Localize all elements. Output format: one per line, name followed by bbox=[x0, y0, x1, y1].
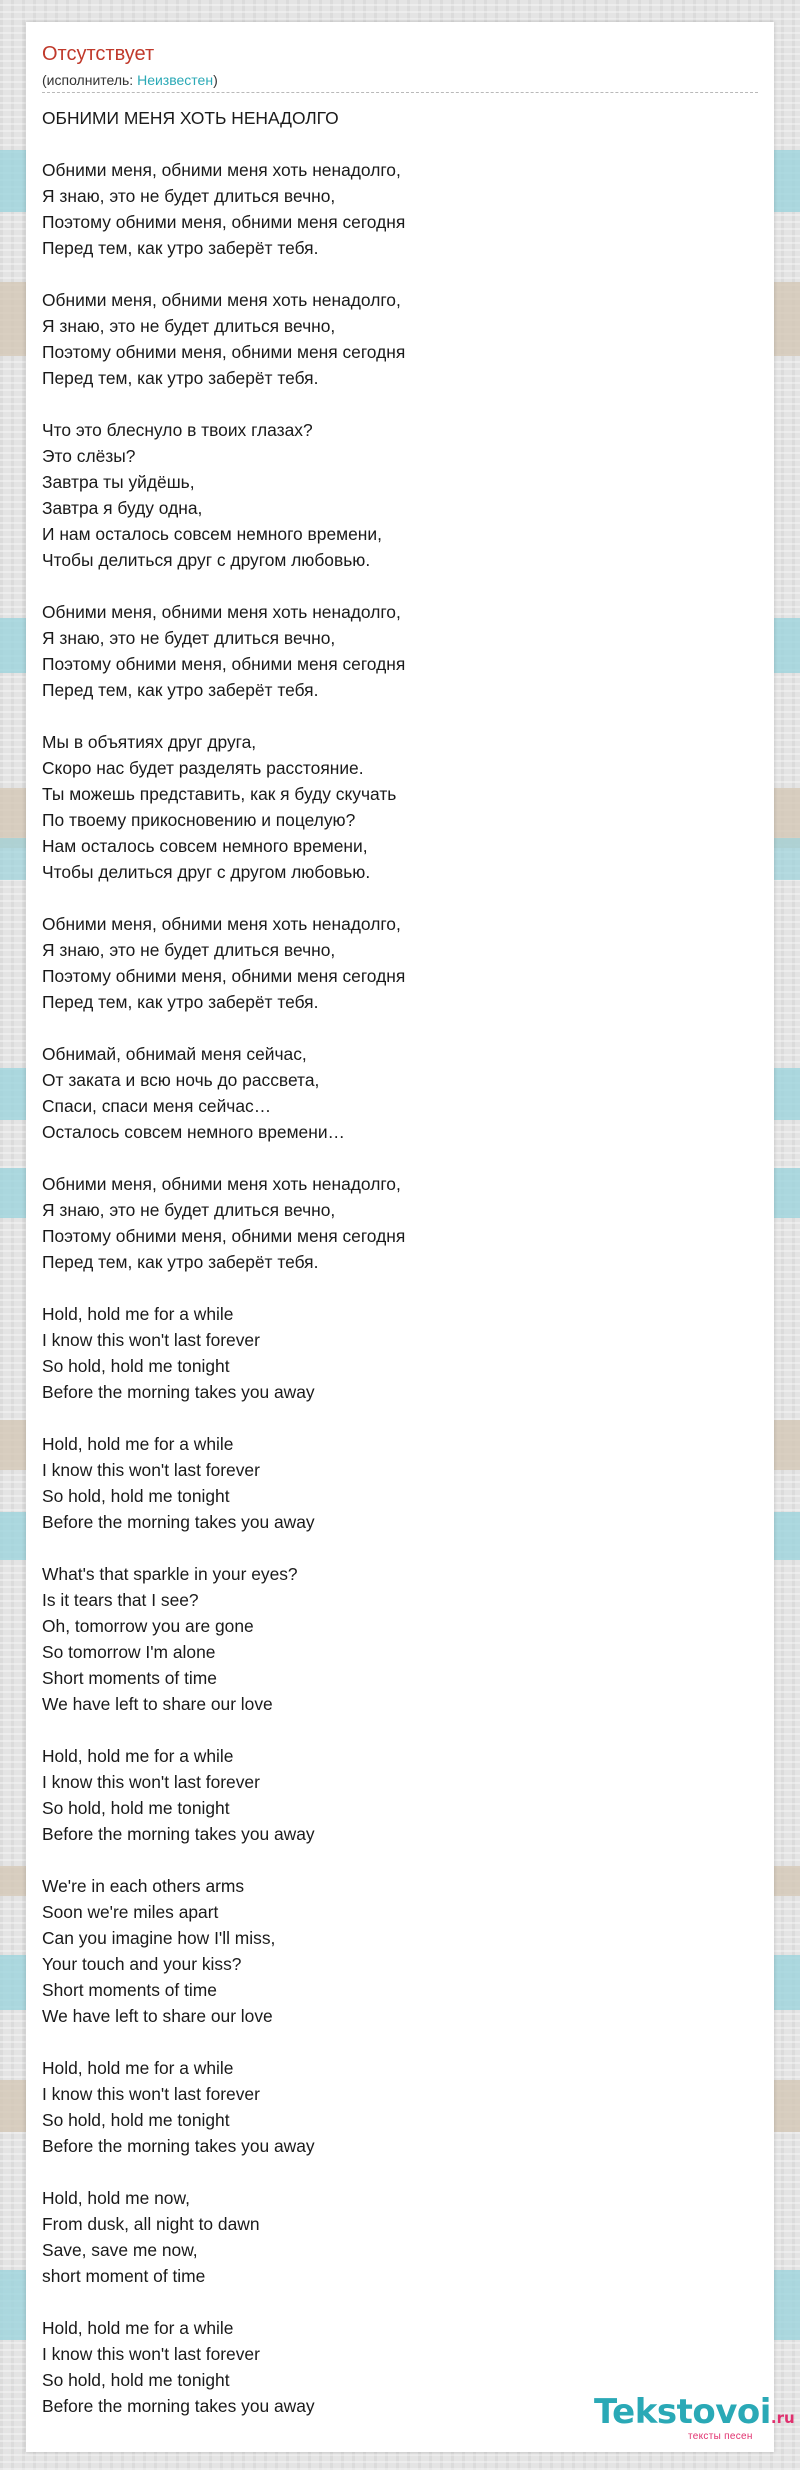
lyric-line: Soon we're miles apart bbox=[42, 1902, 219, 1922]
lyric-line: Before the morning takes you away bbox=[42, 1824, 315, 1844]
lyrics-text bbox=[42, 105, 758, 2419]
lyric-line: Обними меня, обними меня хоть ненадолго, bbox=[42, 290, 401, 310]
lyric-line: I know this won't last forever bbox=[42, 2344, 260, 2364]
logo-name: Tekstovoi bbox=[594, 2392, 771, 2432]
lyric-line: Обними меня, обними меня хоть ненадолго, bbox=[42, 914, 401, 934]
lyric-line: От заката и всю ночь до рассвета, bbox=[42, 1070, 320, 1090]
lyric-line: Что это блеснуло в твоих глазах? bbox=[42, 420, 313, 440]
lyric-line: Нам осталось совсем немного времени, bbox=[42, 836, 368, 856]
lyric-line: Спаси, спаси меня сейчас… bbox=[42, 1096, 272, 1116]
lyric-line: И нам осталось совсем немного времени, bbox=[42, 524, 382, 544]
lyric-line: Перед тем, как утро заберёт тебя. bbox=[42, 368, 319, 388]
lyric-line: short moment of time bbox=[42, 2266, 206, 2286]
lyric-line: So hold, hold me tonight bbox=[42, 1356, 230, 1376]
stanza bbox=[42, 2185, 758, 2289]
stanza bbox=[42, 157, 758, 261]
stanza bbox=[42, 729, 758, 885]
stanza bbox=[42, 1041, 758, 1145]
lyric-line: Перед тем, как утро заберёт тебя. bbox=[42, 238, 319, 258]
lyric-line: Save, save me now, bbox=[42, 2240, 198, 2260]
artist-link[interactable]: Неизвестен bbox=[137, 72, 214, 88]
stanza bbox=[42, 911, 758, 1015]
stanza bbox=[42, 1873, 758, 2029]
song-title: Отсутствует bbox=[42, 43, 155, 65]
lyric-line: Поэтому обними меня, обними меня сегодня bbox=[42, 212, 406, 232]
artist-prefix: (исполнитель: bbox=[42, 72, 138, 88]
logo-wordmark bbox=[594, 2394, 799, 2436]
tekstovoi-logo[interactable] bbox=[594, 2394, 799, 2444]
lyrics-page bbox=[26, 22, 795, 2452]
lyric-line: So hold, hold me tonight bbox=[42, 2110, 230, 2130]
lyric-line: We're in each others arms bbox=[42, 1876, 245, 1896]
lyric-line: Перед тем, как утро заберёт тебя. bbox=[42, 992, 319, 1012]
lyric-line: Поэтому обними меня, обними меня сегодня bbox=[42, 654, 406, 674]
lyric-line: Скоро нас будет разделять расстояние. bbox=[42, 758, 364, 778]
lyric-line: Чтобы делиться друг с другом любовью. bbox=[42, 550, 371, 570]
lyric-line: Перед тем, как утро заберёт тебя. bbox=[42, 680, 319, 700]
logo-suffix: .ru bbox=[770, 2409, 795, 2427]
lyric-line: Обними меня, обними меня хоть ненадолго, bbox=[42, 160, 401, 180]
lyric-line: What's that sparkle in your eyes? bbox=[42, 1564, 298, 1584]
lyric-line: So tomorrow I'm alone bbox=[42, 1642, 216, 1662]
lyric-line: I know this won't last forever bbox=[42, 1772, 260, 1792]
lyric-line: Hold, hold me for a while bbox=[42, 1746, 234, 1766]
lyric-line: Это слёзы? bbox=[42, 446, 136, 466]
lyric-line: Hold, hold me for a while bbox=[42, 2318, 234, 2338]
lyric-line: We have left to share our love bbox=[42, 1694, 273, 1714]
lyric-line: I know this won't last forever bbox=[42, 2084, 260, 2104]
lyric-line: Я знаю, это не будет длиться вечно, bbox=[42, 316, 336, 336]
lyric-line: Is it tears that I see? bbox=[42, 1590, 199, 1610]
lyric-line: Oh, tomorrow you are gone bbox=[42, 1616, 254, 1636]
lyric-line: From dusk, all night to dawn bbox=[42, 2214, 260, 2234]
lyrics-heading: ОБНИМИ МЕНЯ ХОТЬ НЕНАДОЛГО bbox=[42, 108, 339, 128]
stanza bbox=[42, 1743, 758, 1847]
lyric-line: Before the morning takes you away bbox=[42, 1512, 315, 1532]
lyric-line: Ты можешь представить, как я буду скучать bbox=[42, 784, 397, 804]
stanza bbox=[42, 2055, 758, 2159]
lyric-line: Before the morning takes you away bbox=[42, 1382, 315, 1402]
stanza bbox=[42, 1171, 758, 1275]
stanza bbox=[42, 1301, 758, 1405]
stanza bbox=[42, 287, 758, 391]
lyric-line: So hold, hold me tonight bbox=[42, 2370, 230, 2390]
lyric-line: Hold, hold me for a while bbox=[42, 1434, 234, 1454]
lyric-line: Before the morning takes you away bbox=[42, 2136, 315, 2156]
lyric-line: Завтра я буду одна, bbox=[42, 498, 203, 518]
lyric-line: Я знаю, это не будет длиться вечно, bbox=[42, 1200, 336, 1220]
lyric-line: Чтобы делиться друг с другом любовью. bbox=[42, 862, 371, 882]
lyric-line: По твоему прикосновению и поцелую? bbox=[42, 810, 356, 830]
lyric-line: Обнимай, обнимай меня сейчас, bbox=[42, 1044, 307, 1064]
lyric-line: Поэтому обними меня, обними меня сегодня bbox=[42, 342, 406, 362]
lyric-line: Short moments of time bbox=[42, 1980, 217, 2000]
stanza bbox=[42, 1561, 758, 1717]
lyric-line: Я знаю, это не будет длиться вечно, bbox=[42, 940, 336, 960]
lyric-line: Hold, hold me for a while bbox=[42, 2058, 234, 2078]
logo-tagline: тексты песен bbox=[688, 2431, 753, 2442]
lyric-line: Поэтому обними меня, обними меня сегодня bbox=[42, 1226, 406, 1246]
lyric-line: I know this won't last forever bbox=[42, 1460, 260, 1480]
lyric-line: Обними меня, обними меня хоть ненадолго, bbox=[42, 1174, 401, 1194]
lyric-line: Before the morning takes you away bbox=[42, 2396, 315, 2416]
artist-line bbox=[42, 71, 218, 89]
lyric-line: Обними меня, обними меня хоть ненадолго, bbox=[42, 602, 401, 622]
stanza bbox=[42, 1431, 758, 1535]
lyric-line: Мы в объятиях друг друга, bbox=[42, 732, 257, 752]
lyric-line: So hold, hold me tonight bbox=[42, 1486, 230, 1506]
lyric-line: Can you imagine how I'll miss, bbox=[42, 1928, 276, 1948]
lyric-line: Поэтому обними меня, обними меня сегодня bbox=[42, 966, 406, 986]
lyric-line: Я знаю, это не будет длиться вечно, bbox=[42, 186, 336, 206]
divider bbox=[42, 92, 758, 93]
lyric-line: Завтра ты уйдёшь, bbox=[42, 472, 195, 492]
stanza bbox=[42, 417, 758, 573]
lyric-line: So hold, hold me tonight bbox=[42, 1798, 230, 1818]
lyric-line: Перед тем, как утро заберёт тебя. bbox=[42, 1252, 319, 1272]
lyric-line: Short moments of time bbox=[42, 1668, 217, 1688]
lyric-line: Your touch and your kiss? bbox=[42, 1954, 242, 1974]
lyric-line: I know this won't last forever bbox=[42, 1330, 260, 1350]
stanza bbox=[42, 599, 758, 703]
lyric-line: We have left to share our love bbox=[42, 2006, 273, 2026]
lyric-line: Осталось совсем немного времени… bbox=[42, 1122, 345, 1142]
lyric-line: Hold, hold me now, bbox=[42, 2188, 190, 2208]
lyric-line: Hold, hold me for a while bbox=[42, 1304, 234, 1324]
lyric-line: Я знаю, это не будет длиться вечно, bbox=[42, 628, 336, 648]
artist-suffix: ) bbox=[213, 72, 218, 88]
